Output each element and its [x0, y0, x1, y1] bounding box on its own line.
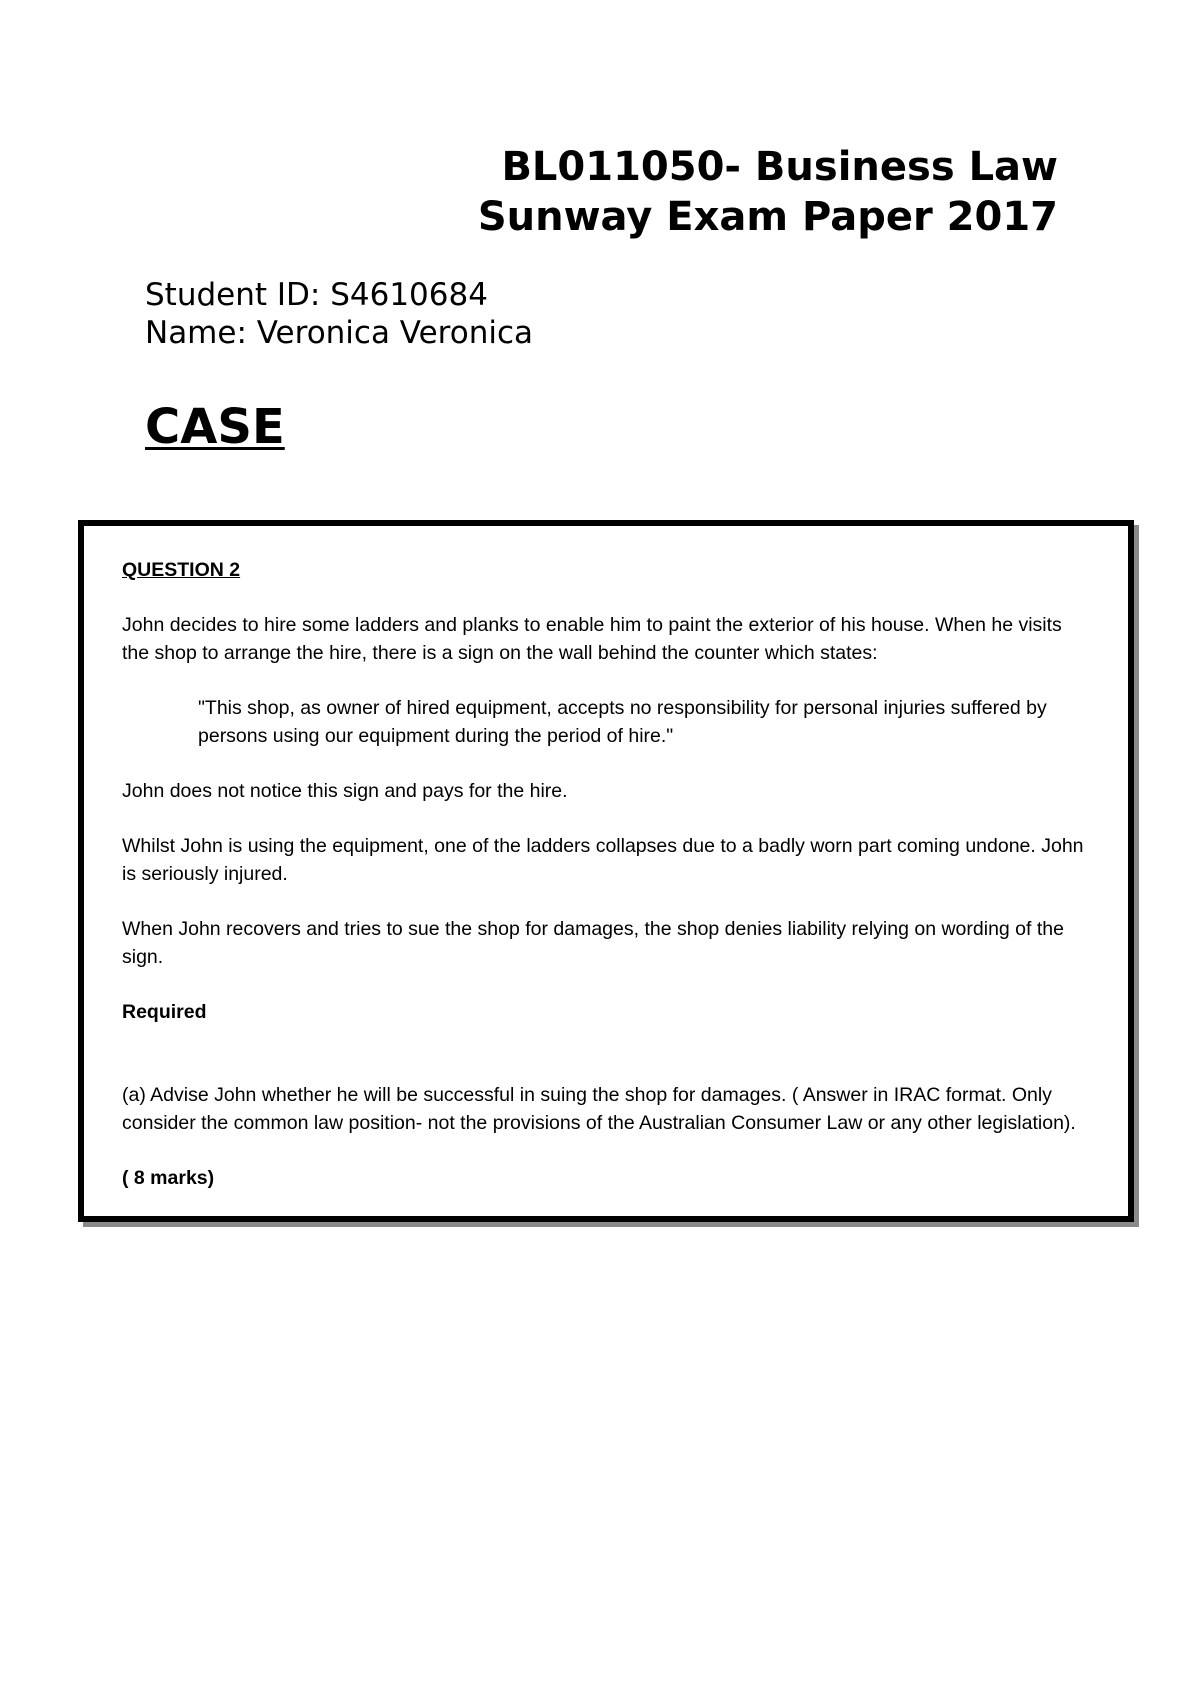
- course-title: BL011050- Business Law: [501, 144, 1058, 190]
- question-paragraph-2: John does not notice this sign and pays for the hire.: [122, 780, 568, 802]
- question-part-a: (a) Advise John whether he will be successful in suing the shop for damages. ( Answer in IRAC format. Only consider the common law position- not the provisions of the Australian Consumer Law or any other legislation).: [122, 1084, 1076, 1134]
- student-info: [145, 276, 533, 352]
- required-heading: Required: [122, 1001, 207, 1023]
- case-heading: CASE: [145, 399, 285, 455]
- question-paragraph-4: When John recovers and tries to sue the shop for damages, the shop denies liability relying on wording of the sign.: [122, 918, 1064, 968]
- student-name: Name: Veronica Veronica: [145, 315, 534, 351]
- document-header: [478, 142, 1058, 242]
- question-paragraph-3: Whilst John is using the equipment, one of the ladders collapses due to a badly worn part coming undone. John is seriously injured.: [122, 835, 1084, 885]
- question-box: [78, 520, 1134, 1222]
- student-id: Student ID: S4610684: [145, 277, 488, 313]
- question-paragraph-1: John decides to hire some ladders and planks to enable him to paint the exterior of his house. When he visits the shop to arrange the hire, there is a sign on the wall behind the counter which states:: [122, 614, 1062, 664]
- sign-quote: "This shop, as owner of hired equipment, accepts no responsibility for personal injuries suffered by persons using our equipment during the period of hire.": [198, 697, 1047, 747]
- question-title: QUESTION 2: [122, 559, 241, 581]
- exam-title: Sunway Exam Paper 2017: [477, 194, 1058, 240]
- marks-label: ( 8 marks): [122, 1167, 215, 1189]
